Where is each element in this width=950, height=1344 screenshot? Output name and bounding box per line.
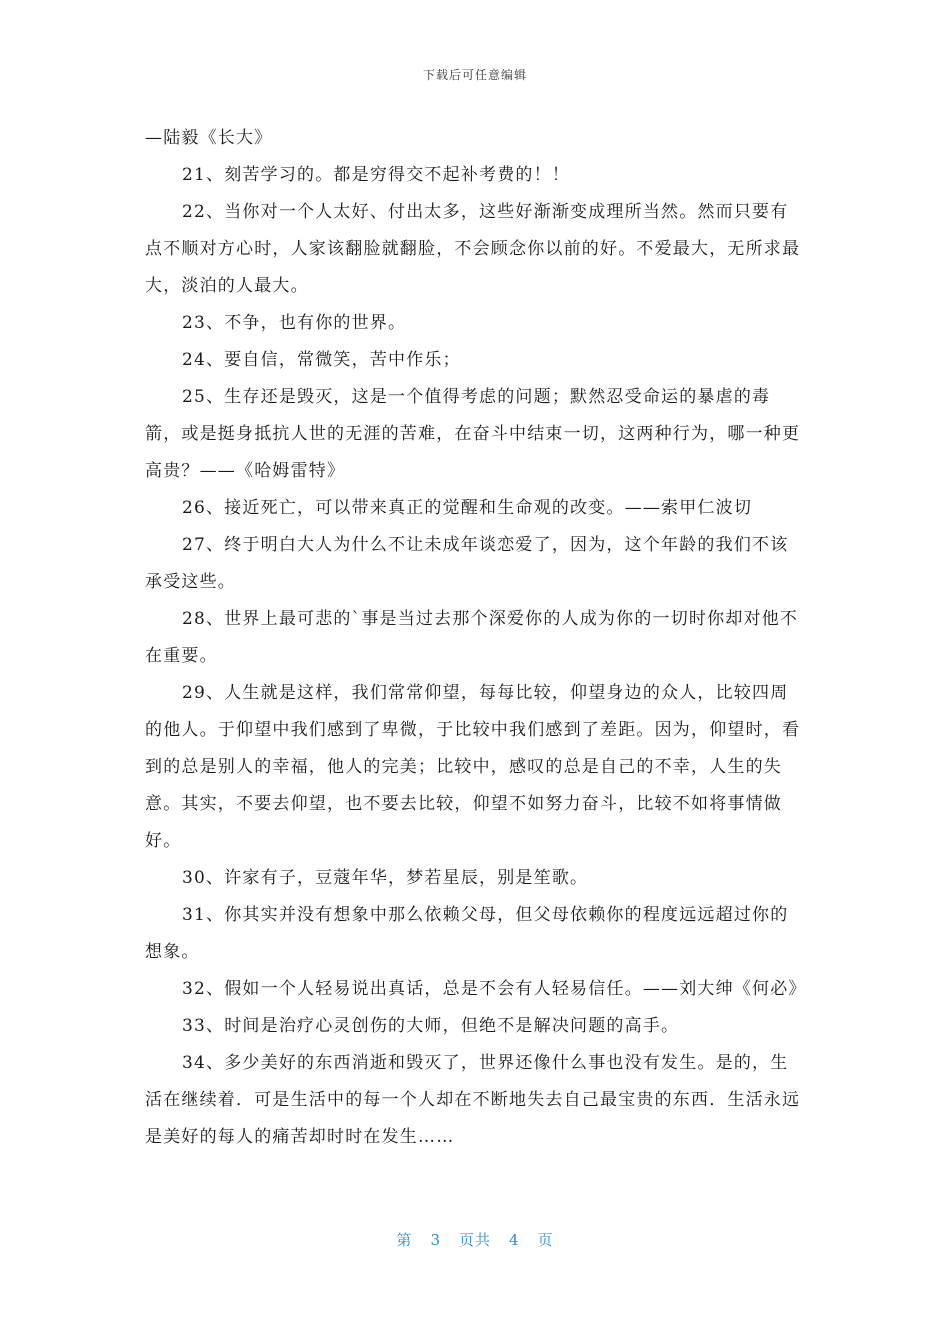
paragraph: 28、世界上最可悲的`事是当过去那个深爱你的人成为你的一切时你却对他不在重要。 — [145, 609, 799, 666]
paragraph: 21、刻苦学习的。都是穷得交不起补考费的！！ — [182, 165, 571, 185]
paragraph: —陆毅《长大》 — [145, 128, 273, 148]
paragraph: 30、许家有子，豆蔻年华，梦若星辰，别是笙歌。 — [182, 868, 589, 888]
paragraph: 31、你其实并没有想象中那么依赖父母，但父母依赖你的程度远远超过你的想象。 — [145, 905, 789, 962]
document-body — [145, 120, 805, 1156]
page-number-prefix: 第 — [396, 1231, 413, 1249]
paragraph: 24、要自信，常微笑，苦中作乐； — [182, 350, 461, 370]
paragraph: 25、生存还是毁灭，这是一个值得考虑的问题；默然忍受命运的暴虐的毒箭，或是挺身抵抗人世的无涯的苦难，在奋斗中结束一切，这两种行为，哪一种更高贵？——《哈姆雷特》 — [145, 387, 801, 481]
paragraph: 26、接近死亡，可以带来真正的觉醒和生命观的改变。——索甲仁波切 — [182, 498, 753, 518]
paragraph: 32、假如一个人轻易说出真话，总是不会有人轻易信任。——刘大绅《何必》 — [182, 979, 807, 999]
paragraph: 29、人生就是这样，我们常常仰望，每每比较，仰望身边的众人，比较四周的他人。于仰望中我们感到了卑微，于比较中我们感到了差距。因为，仰望时，看到的总是别人的幸福，他人的完美；比较中，感叹的总是自己的不幸，人生的失意。其实，不要去仰望，也不要去比较，仰望不如努力奋斗，比较不如将事情做好。 — [145, 683, 801, 851]
paragraph: 27、终于明白大人为什么不让未成年谈恋爱了，因为，这个年龄的我们不该承受这些。 — [145, 535, 789, 592]
page-header: 下载后可任意编辑 — [422, 68, 527, 82]
total-pages-number: 4 — [509, 1231, 520, 1249]
paragraph: 34、多少美好的东西消逝和毁灭了，世界还像什么事也没有发生。是的，生活在继续着．可是生活中的每一个人却在不断地失去自己最宝贵的东西．生活永远是美好的每人的痛苦却时时在发生…… — [145, 1053, 801, 1147]
page-number-suffix: 页 — [537, 1231, 554, 1249]
current-page-number: 3 — [430, 1231, 441, 1249]
paragraph: 22、当你对一个人太好、付出太多，这些好渐渐变成理所当然。然而只要有点不顺对方心时，人家该翻脸就翻脸，不会顾念你以前的好。不爱最大，无所求最大，淡泊的人最大。 — [145, 202, 801, 296]
page-footer — [0, 1229, 950, 1250]
paragraph: 23、不争，也有你的世界。 — [182, 313, 407, 333]
paragraph: 33、时间是治疗心灵创伤的大师，但绝不是解决问题的高手。 — [182, 1016, 680, 1036]
page-number-middle: 页共 — [458, 1231, 491, 1249]
